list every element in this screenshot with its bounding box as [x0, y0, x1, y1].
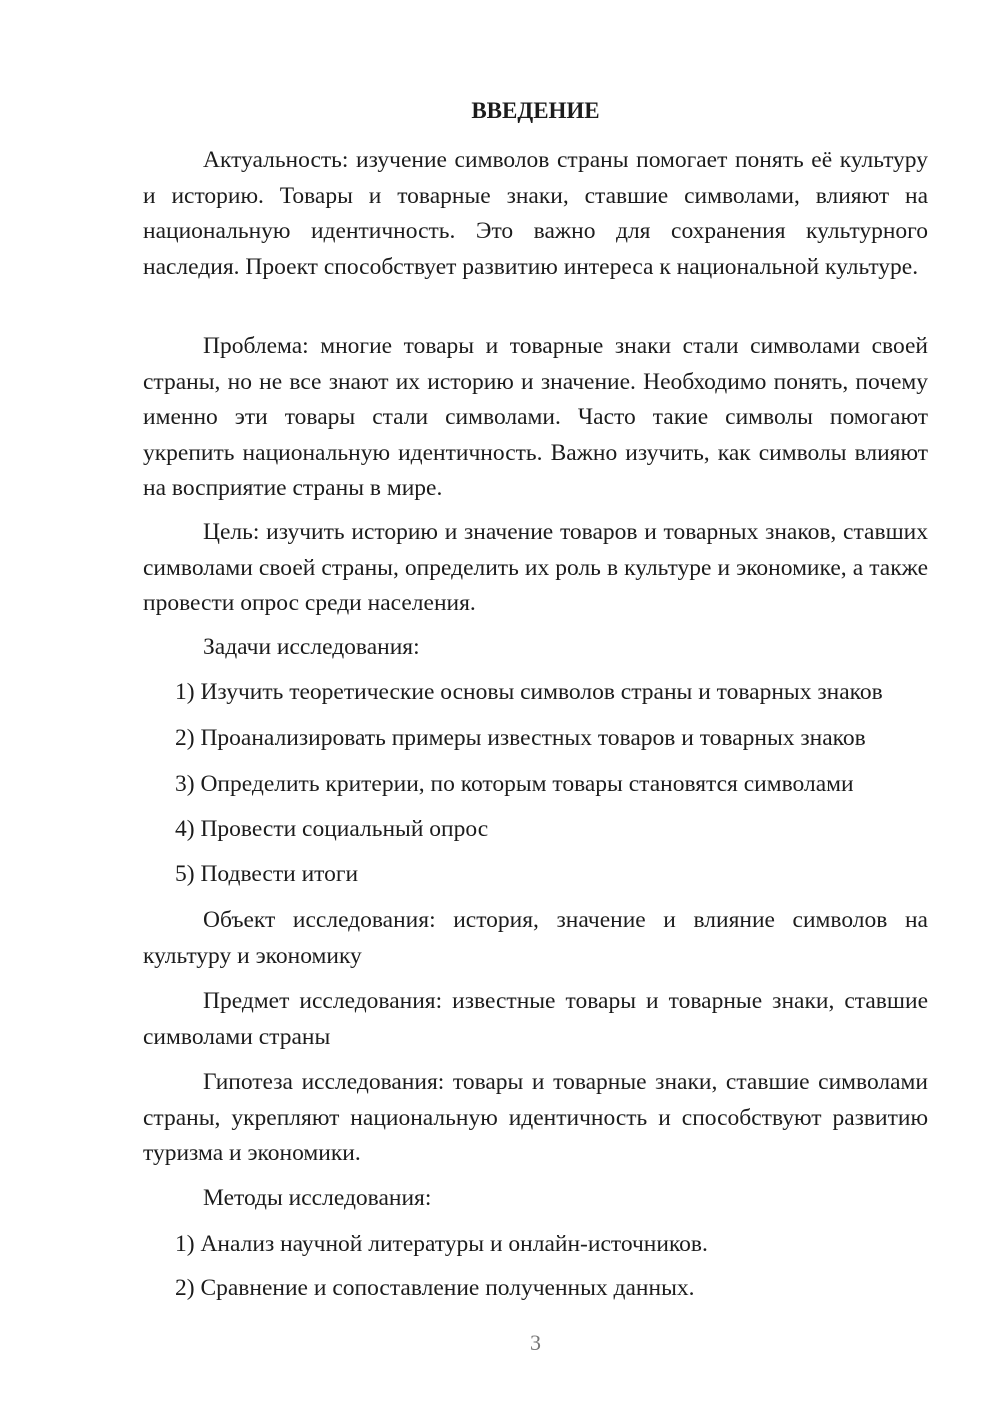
tasks-heading: Задачи исследования: — [203, 634, 420, 660]
problem-paragraph: Проблема: многие товары и товарные знаки стали символами своей страны, но не все знают их историю и значение. Необходимо понять, почему именно эти товары стали символами. Часто такие символы помогают укрепить национальную идентичность. Важно изучить, как символы влияют на восприятие страны в мире. — [143, 333, 928, 501]
relevance-paragraph: Актуальность: изучение символов страны помогает понять её культуру и историю. Товары и товарные знаки, ставшие символами, влияют на национальную идентичность. Это важно для сохранения культурного наследия. Проект способствует развитию интереса к национальной культуре. — [143, 147, 928, 280]
task-item-4: 4) Провести социальный опрос — [175, 816, 489, 842]
subject-paragraph: Предмет исследования: известные товары и товарные знаки, ставшие символами страны — [143, 988, 928, 1050]
methods-heading: Методы исследования: — [203, 1185, 432, 1211]
object-paragraph: Объект исследования: история, значение и влияние символов на культуру и экономику — [143, 907, 928, 969]
method-item-1: 1) Анализ научной литературы и онлайн-источников. — [175, 1231, 708, 1257]
task-item-5: 5) Подвести итоги — [175, 861, 359, 887]
page-title: ВВЕДЕНИЕ — [471, 98, 600, 123]
task-item-3: 3) Определить критерии, по которым товары становятся символами — [175, 771, 854, 797]
task-item-1: 1) Изучить теоретические основы символов страны и товарных знаков — [175, 679, 883, 705]
method-item-2: 2) Сравнение и сопоставление полученных данных. — [175, 1275, 695, 1301]
hypothesis-paragraph: Гипотеза исследования: товары и товарные знаки, ставшие символами страны, укрепляют национальную идентичность и способствуют развитию туризма и экономики. — [143, 1069, 928, 1166]
goal-paragraph: Цель: изучить историю и значение товаров и товарных знаков, ставших символами своей страны, определить их роль в культуре и экономике, а также провести опрос среди населения. — [143, 519, 928, 616]
task-item-2: 2) Проанализировать примеры известных товаров и товарных знаков — [175, 725, 866, 751]
page-number: 3 — [530, 1330, 541, 1355]
